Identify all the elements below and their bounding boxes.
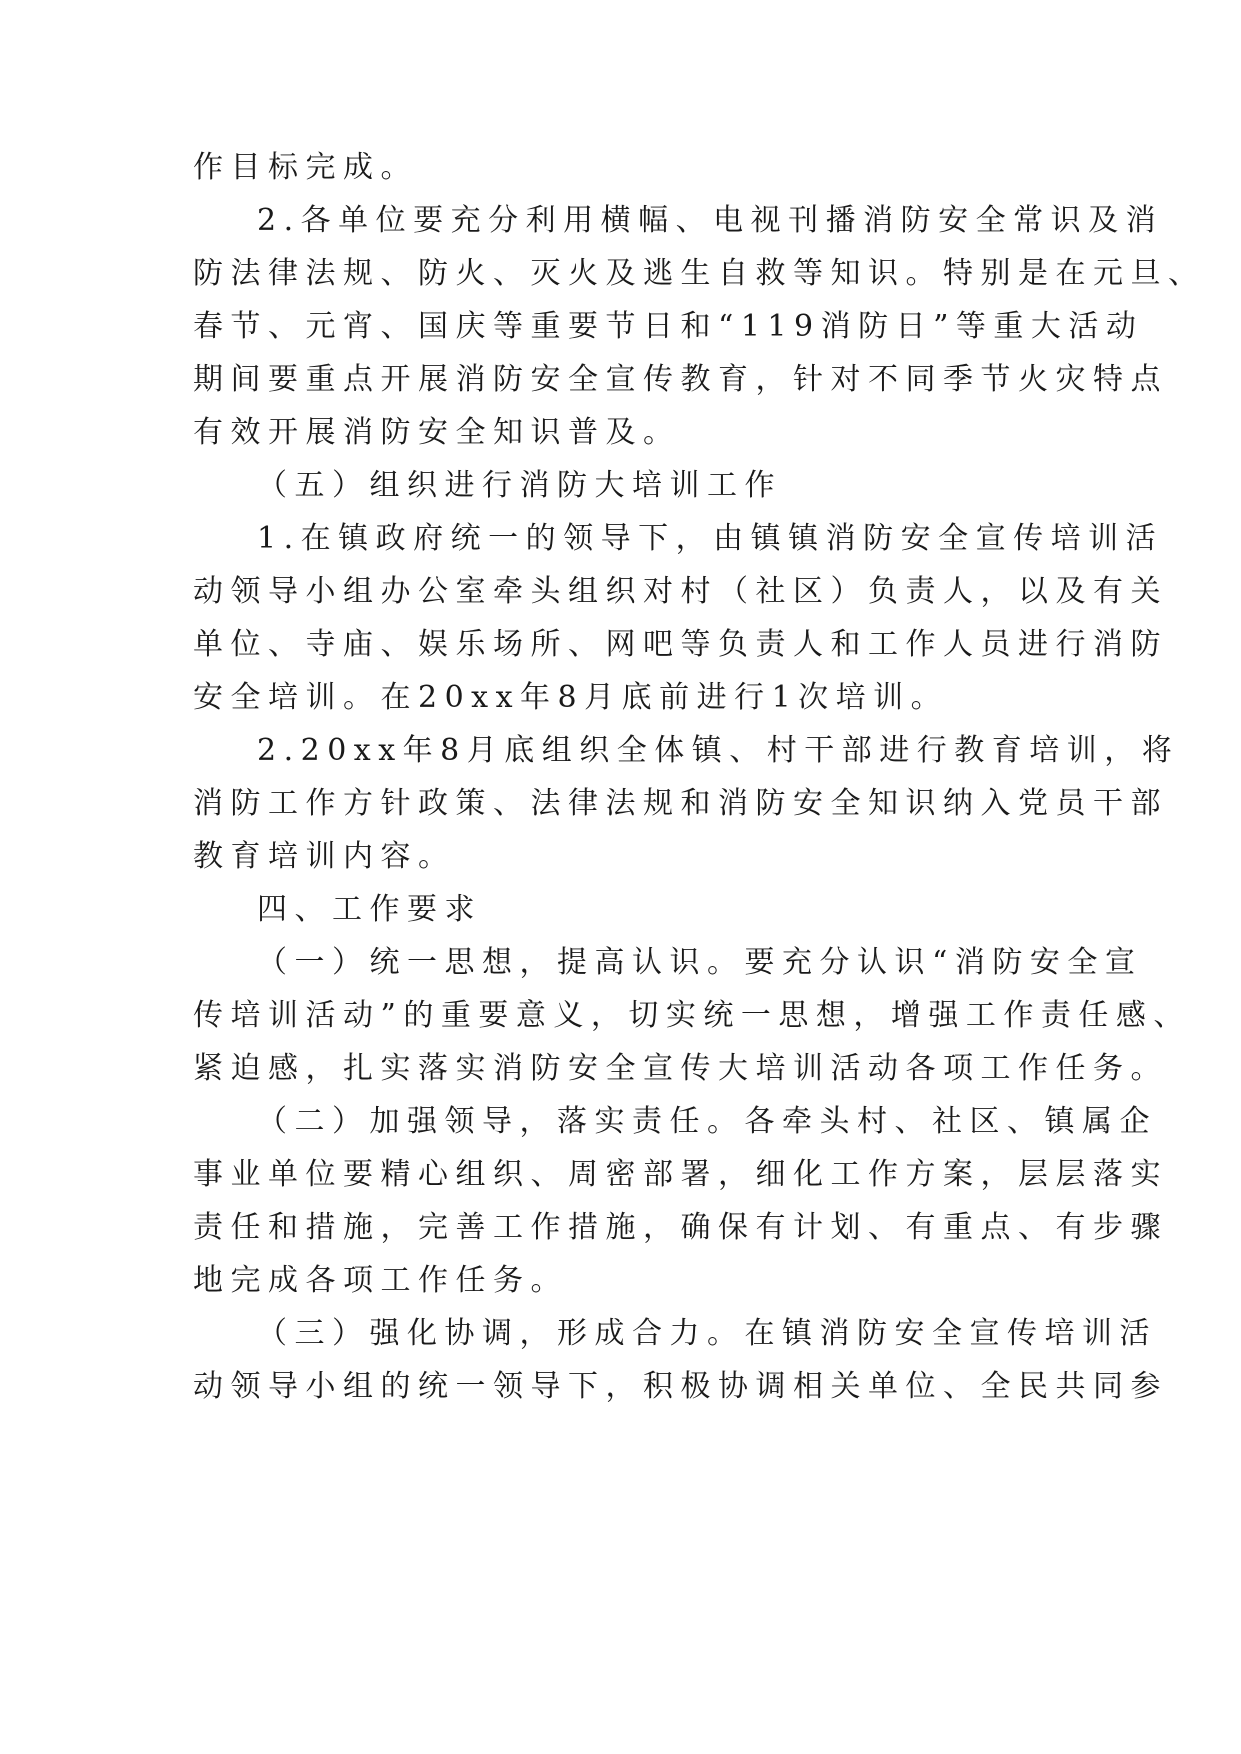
paragraph-line: 事业单位要精心组织、周密部署，细化工作方案，层层落实 [193, 1157, 1168, 1192]
paragraph-line: 春节、元宵、国庆等重要节日和“119消防日”等重大活动 [193, 309, 1144, 344]
paragraph-line: 2.20xx年8月底组织全体镇、村干部进行教育培训，将 [257, 733, 1180, 768]
paragraph-line: 教育培训内容。 [193, 839, 456, 874]
paragraph-line: 责任和措施，完善工作措施，确保有计划、有重点、有步骤 [193, 1210, 1168, 1245]
paragraph-line: 2.各单位要充分利用横幅、电视刊播消防安全常识及消 [257, 203, 1164, 238]
paragraph-line: 紧迫感，扎实落实消防安全宣传大培训活动各项工作任务。 [193, 1051, 1168, 1086]
paragraph-line: 单位、寺庙、娱乐场所、网吧等负责人和工作人员进行消防 [193, 627, 1168, 662]
paragraph-line: （二）加强领导，落实责任。各牵头村、社区、镇属企 [257, 1104, 1157, 1139]
paragraph-line: 动领导小组的统一领导下，积极协调相关单位、全民共同参 [193, 1369, 1168, 1404]
section-heading: 四、工作要求 [257, 892, 482, 927]
paragraph-line: （一）统一思想，提高认识。要充分认识“消防安全宣 [257, 945, 1143, 980]
paragraph-line: 地完成各项工作任务。 [193, 1263, 568, 1298]
paragraph-line: 消防工作方针政策、法律法规和消防安全知识纳入党员干部 [193, 786, 1168, 821]
paragraph-line: 1.在镇政府统一的领导下，由镇镇消防安全宣传培训活 [257, 521, 1164, 556]
section-heading: （五）组织进行消防大培训工作 [257, 468, 782, 503]
paragraph-line: 动领导小组办公室牵头组织对村（社区）负责人，以及有关 [193, 574, 1168, 609]
paragraph-line: 防法律法规、防火、灭火及逃生自救等知识。特别是在元旦、 [193, 256, 1206, 291]
paragraph-line: 期间要重点开展消防安全宣传教育，针对不同季节火灾特点 [193, 362, 1168, 397]
paragraph-line: 安全培训。在20xx年8月底前进行1次培训。 [193, 680, 949, 715]
paragraph-line: 有效开展消防安全知识普及。 [193, 415, 681, 450]
paragraph-line: 传培训活动”的重要意义，切实统一思想，增强工作责任感、 [193, 998, 1191, 1033]
paragraph-line: （三）强化协调，形成合力。在镇消防安全宣传培训活 [257, 1316, 1157, 1351]
paragraph-line: 作目标完成。 [193, 150, 418, 185]
